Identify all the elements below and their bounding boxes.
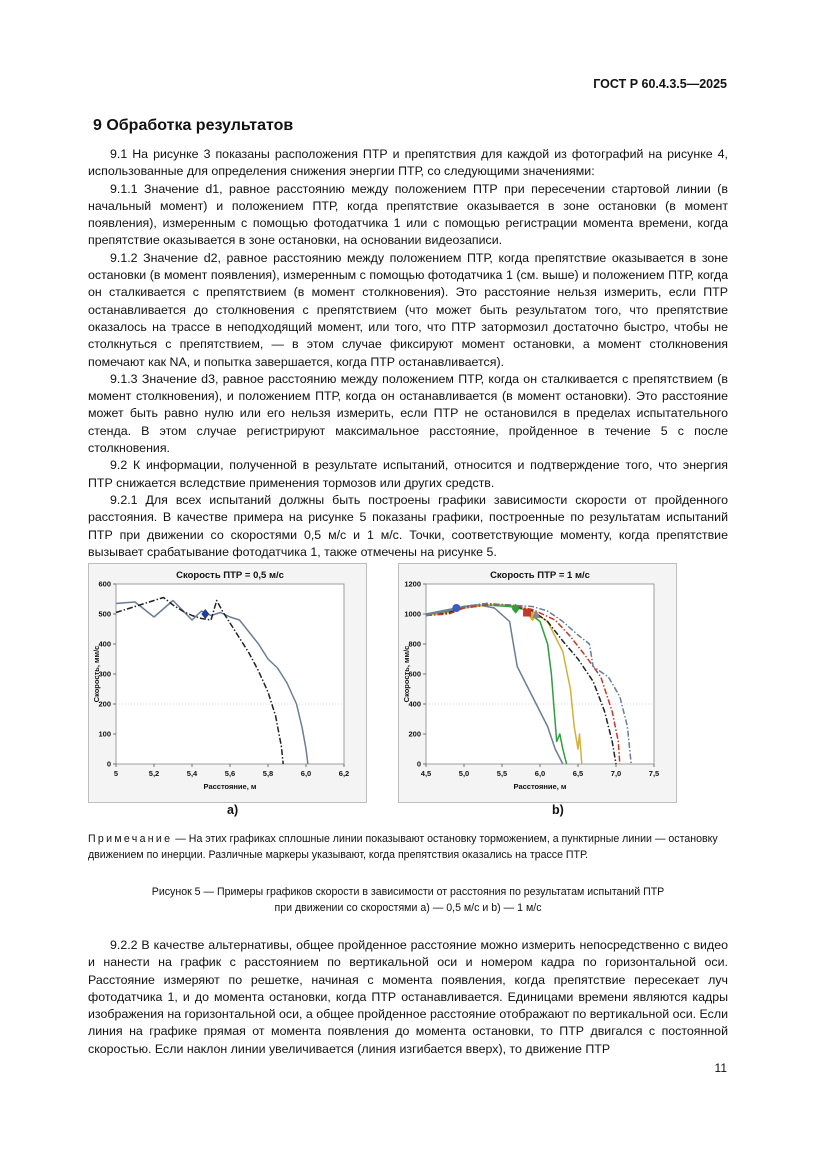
document-header: ГОСТ Р 60.4.3.5—2025	[593, 77, 727, 91]
y-tick-label: 400	[408, 699, 421, 709]
y-axis-label: Скорость, мм/с	[402, 645, 411, 703]
y-tick-label: 0	[416, 759, 421, 769]
x-tick-label: 5,6	[224, 769, 236, 778]
chart-b-plot	[399, 564, 676, 802]
y-tick-label: 600	[98, 579, 111, 589]
plot-area	[116, 584, 344, 764]
note-label: Примечание	[88, 833, 173, 845]
marker-square-4	[523, 609, 531, 617]
x-tick-label: 4,5	[420, 769, 432, 778]
paragraph: 9.2 К информации, полученной в результате испытаний, относится и подтверждение того, что энергия ПТР снижается вследствие применения тормозов или других средств.	[88, 458, 728, 490]
y-tick-label: 200	[98, 699, 111, 709]
x-tick-label: 5	[113, 769, 119, 778]
body-text-after-figure	[88, 937, 728, 1058]
chart-a-label: a)	[227, 803, 239, 817]
chart-a-plot	[89, 564, 366, 802]
y-tick-label: 1000	[404, 609, 421, 619]
plot-area	[426, 584, 654, 764]
body-text-before-figure	[88, 146, 728, 561]
x-tick-label: 6,2	[338, 769, 350, 778]
x-tick-label: 5,4	[186, 769, 198, 778]
x-axis-label: Расстояние, м	[203, 782, 257, 791]
y-tick-label: 500	[98, 609, 111, 619]
y-axis-label: Скорость, мм/с	[92, 645, 101, 703]
figure-caption	[88, 885, 728, 916]
y-tick-label: 300	[98, 669, 111, 679]
figure-note	[88, 832, 728, 863]
paragraph: 9.1 На рисунке 3 показаны расположения ПТР и препятствия для каждой из фотографий на рисунке 4, использованные для определения снижения энергии ПТР, со следующими значениями:	[88, 147, 728, 179]
x-tick-label: 5,0	[458, 769, 470, 778]
caption-line-1: Рисунок 5 — Примеры графиков скорости в зависимости от расстояния по результатам испытаний ПТР	[151, 886, 665, 898]
y-tick-label: 600	[408, 669, 421, 679]
chart-b-label: b)	[552, 803, 564, 817]
paragraph: 9.2.1 Для всех испытаний должны быть построены графики зависимости скорости от пройденного расстояния. В качестве примера на рисунке 5 показаны графики, построенные по результатам испытаний ПТР при движении со скоростями 0,5 м/с и 1 м/с. Точки, соответствующие моменту, когда препятствие вызывает срабатывание фотодатчика 1, также отмечены на рисунке 5.	[88, 492, 728, 559]
marker-circle-1	[452, 604, 460, 612]
x-tick-label: 6,0	[300, 769, 312, 778]
chart-a	[88, 563, 367, 803]
y-tick-label: 400	[98, 639, 111, 649]
y-tick-label: 0	[106, 759, 111, 769]
note-text: — На этих графиках сплошные линии показывают остановку торможением, а пунктирные линии — остановку движением по инерции. Различные маркеры указывают, когда препятствия оказались на трассе ПТР.	[88, 833, 718, 861]
page-number: 11	[714, 1061, 727, 1075]
y-tick-label: 200	[408, 729, 421, 739]
paragraph: 9.1.2 Значение d2, равное расстоянию между положением ПТР, когда препятствие оказывается в зоне остановки (в момент появления), измеренным с помощью фотодатчика 1 (см. выше) и положением ПТР, когда он сталкивается с препятствием (в момент столкновения). Это расстояние нельзя измерить, если ПТР останавливается до столкновения с препятствием (что может быть результатом того, что препятствие оказалось на трассе в неподходящий момент, или того, что ПТР затормозил достаточно быстро, чтобы не столкнуться с препятствием, — в этом случае фиксируют момент остановки, а момент столкновения помечают как NA, и попытка завершается, когда ПТР останавливается).	[88, 250, 728, 369]
y-tick-label: 100	[98, 729, 111, 739]
chart-title: Скорость ПТР = 0,5 м/с	[176, 570, 284, 581]
x-tick-label: 6,5	[572, 769, 584, 778]
paragraph: 9.1.1 Значение d1, равное расстоянию между положением ПТР при пересечении стартовой линии (в начальный момент) и положением ПТР, когда препятствие оказывается в зоне остановки (в момент появления), измеренным с помощью фотодатчика 1 или с помощью регистрации момента времени, когда препятствие оказывается в зоне остановки, на основании видеозаписи.	[88, 181, 728, 248]
y-tick-label: 800	[408, 639, 421, 649]
section-title: 9 Обработка результатов	[93, 117, 294, 134]
paragraph: 9.1.3 Значение d3, равное расстоянию между положением ПТР, когда он сталкивается с препятствием (в момент столкновения), и положением ПТР, когда он останавливается (в момент остановки). Это расстояние может быть равно нулю или его нельзя измерить, если ПТР не остановился в пределах испытательного стенда. В этом случае регистрируют максимальное расстояние, пройденное в течение 5 с после столкновения.	[88, 371, 728, 456]
x-tick-label: 5,2	[148, 769, 160, 778]
y-tick-label: 1200	[404, 579, 421, 589]
chart-b	[398, 563, 677, 803]
paragraph: 9.2.2 В качестве альтернативы, общее пройденное расстояние можно измерить непосредственно с видео и нанести на график с расстоянием по вертикальной оси и номером кадра по горизонтальной оси. Расстояние измеряют по решетке, начиная с момента появления, когда препятствие пересекает луч фотодатчика 1, и до момента остановки, когда ПТР останавливается. Единицами времени являются кадры изображения на горизонтальной оси, а общее пройденное расстояние отображают по вертикальной оси. Если линия на графике прямая от момента появления до момента остановки, то ПТР двигался с постоянной скоростью. Если наклон линии увеличивается (линия изгибается вверх), то движение ПТР	[88, 938, 728, 1056]
x-tick-label: 6,0	[534, 769, 546, 778]
x-tick-label: 7,5	[648, 769, 660, 778]
caption-line-2: при движении со скоростями a) — 0,5 м/с и b) — 1 м/с	[274, 901, 542, 914]
x-tick-label: 5,8	[262, 769, 274, 778]
x-axis-label: Расстояние, м	[513, 782, 567, 791]
x-tick-label: 7,0	[610, 769, 622, 778]
x-tick-label: 5,5	[496, 769, 508, 778]
chart-title: Скорость ПТР = 1 м/с	[490, 570, 590, 581]
